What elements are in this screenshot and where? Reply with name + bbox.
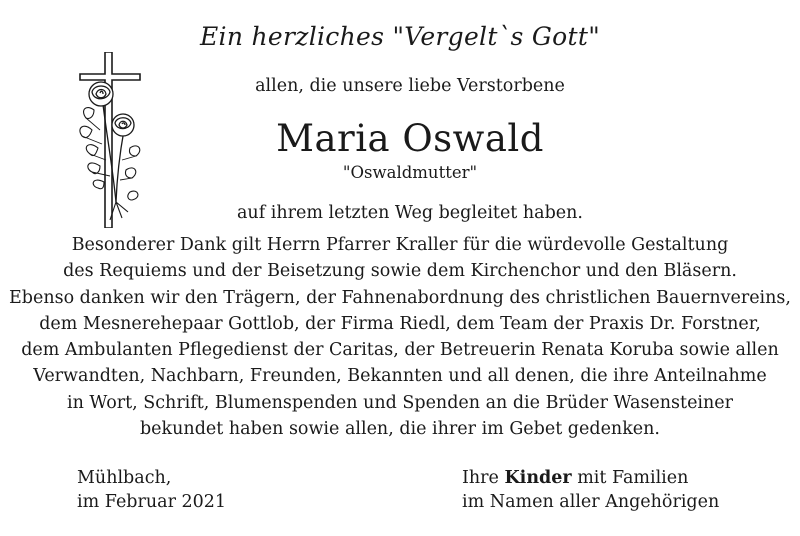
heading: Ein herzliches "Vergelt`s Gott"	[199, 22, 600, 51]
thanks-line: Ebenso danken wir den Trägern, der Fahnenabordnung des christlichen Bauernvereins,	[9, 287, 791, 308]
place-and-date	[77, 466, 226, 514]
signature-line-2: im Namen aller Angehörigen	[462, 492, 720, 512]
nickname: "Oswaldmutter"	[342, 163, 478, 182]
deceased-name: Maria Oswald	[276, 117, 544, 160]
thanks-line: dem Ambulanten Pflegedienst der Caritas, der Betreuerin Renata Koruba sowie allen	[21, 340, 779, 361]
intro-text: allen, die unsere liebe Verstorbene	[255, 76, 565, 96]
date: im Februar 2021	[77, 492, 227, 512]
journey-text: auf ihrem letzten Weg begleitet haben.	[237, 203, 583, 223]
signature-children: Kinder	[504, 468, 572, 488]
thanks-line: in Wort, Schrift, Blumenspenden und Spenden an die Brüder Wasensteiner	[66, 392, 734, 413]
thanks-line: Verwandten, Nachbarn, Freunden, Bekannten und all denen, die ihre Anteilnahme	[33, 366, 767, 387]
thanks-paragraph	[0, 232, 800, 442]
thanks-line: dem Mesnerehepaar Gottlob, der Firma Riedl, dem Team der Praxis Dr. Forstner,	[39, 313, 761, 334]
thanks-line: bekundet haben sowie allen, die ihrer im Gebet gedenken.	[139, 419, 660, 440]
thanks-line: des Requiems und der Beisetzung sowie dem Kirchenchor und den Bläsern.	[63, 261, 737, 282]
thanks-line: Besonderer Dank gilt Herrn Pfarrer Kraller für die würdevolle Gestaltung	[71, 235, 729, 255]
place: Mühlbach,	[77, 468, 172, 488]
signature-prefix: Ihre	[462, 468, 505, 488]
signature-line-1	[462, 466, 719, 490]
signature-suffix: mit Familien	[571, 468, 689, 488]
signature	[462, 466, 719, 514]
